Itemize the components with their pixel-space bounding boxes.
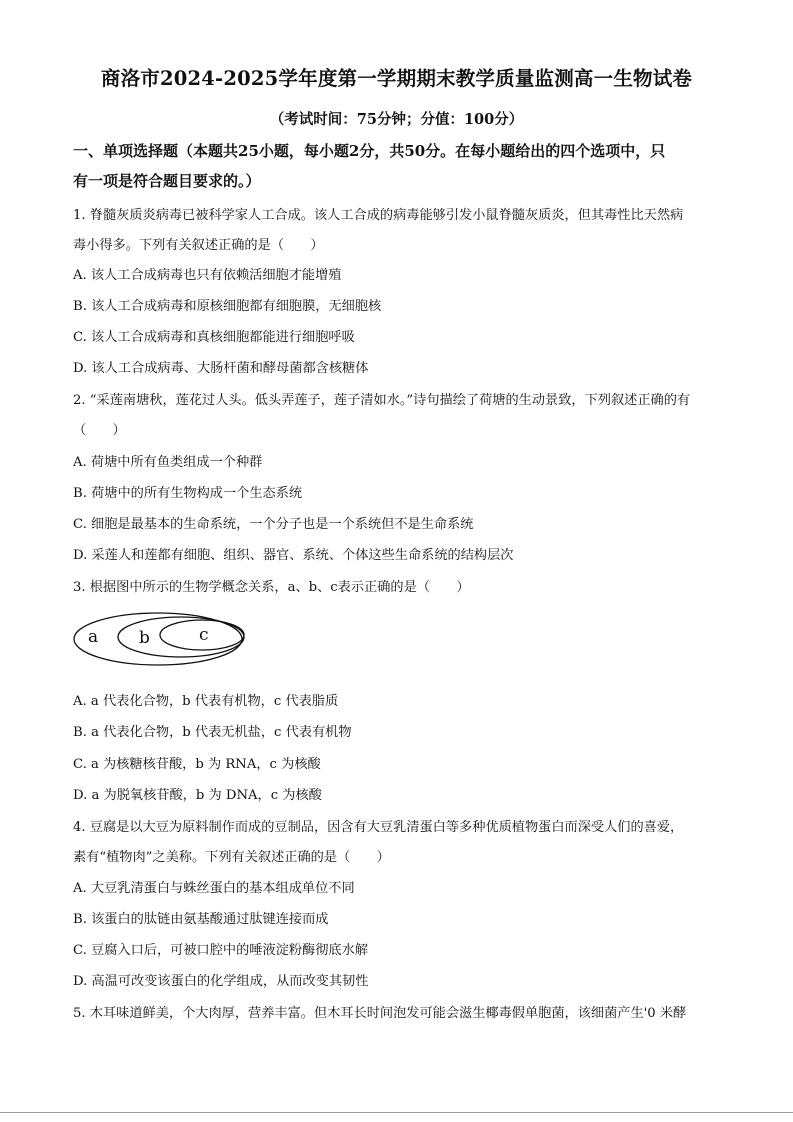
label-c: c xyxy=(199,625,209,645)
question-2-stem-line-2: （ ） xyxy=(73,423,126,438)
question-2-option-a: A. 荷塘中所有鱼类组成一个种群 xyxy=(73,455,263,470)
label-a: a xyxy=(88,627,99,647)
question-1-stem-line-2: 毒小得多。下列有关叙述正确的是（ ） xyxy=(73,238,324,253)
question-2-option-d: D. 采莲人和莲都有细胞、组织、器官、系统、个体这些生命系统的结构层次 xyxy=(73,548,514,563)
section-heading-line-2: 有一项是符合题目要求的。） xyxy=(73,172,261,190)
question-3-option-a: A. a 代表化合物，b 代表有机物，c 代表脂质 xyxy=(73,694,339,709)
question-2-option-b: B. 荷塘中的所有生物构成一个生态系统 xyxy=(73,486,303,501)
question-2-option-c: C. 细胞是最基本的生命系统，一个分子也是一个系统但不是生命系统 xyxy=(73,517,474,532)
question-5-stem-line-1: 5. 木耳味道鲜美，个大肉厚，营养丰富。但木耳长时间泡发可能会滋生椰毒假单胞菌，该细菌产生'0 米酵 xyxy=(73,1006,687,1021)
question-1-option-b: B. 该人工合成病毒和原核细胞都有细胞膜，无细胞核 xyxy=(73,299,382,314)
question-2-stem-line-1: 2. “采莲南塘秋，莲花过人头。低头弄莲子，莲子清如水。”诗句描绘了荷塘的生动景致，下列叙述正确的有 xyxy=(73,393,691,408)
question-4-option-d: D. 高温可改变该蛋白的化学组成，从而改变其韧性 xyxy=(73,974,369,989)
exam-title: 商洛市2024-2025学年度第一学期期末教学质量监测高一生物试卷 xyxy=(100,67,693,90)
question-1-stem-line-1: 1. 脊髓灰质炎病毒已被科学家人工合成。该人工合成的病毒能够引发小鼠脊髓灰质炎，但其毒性比天然病 xyxy=(73,208,684,223)
label-b: b xyxy=(139,628,150,648)
question-3-option-c: C. a 为核糖核苷酸，b 为 RNA，c 为核酸 xyxy=(73,757,321,772)
question-1-option-c: C. 该人工合成病毒和真核细胞都能进行细胞呼吸 xyxy=(73,330,355,345)
question-3-stem: 3. 根据图中所示的生物学概念关系，a、b、c表示正确的是（ ） xyxy=(73,580,470,595)
section-heading-line-1: 一、单项选择题（本题共25小题，每小题2分，共50分。在每小题给出的四个选项中，只 xyxy=(73,142,666,160)
exam-subtitle: （考试时间：75分钟；分值：100分） xyxy=(269,111,524,128)
question-4-stem-line-1: 4. 豆腐是以大豆为原料制作而成的豆制品，因含有大豆乳清蛋白等多种优质植物蛋白而深受人们的喜爱， xyxy=(73,820,684,835)
question-3-option-d: D. a 为脱氧核苷酸，b 为 DNA，c 为核酸 xyxy=(73,788,322,803)
question-4-option-a: A. 大豆乳清蛋白与蛛丝蛋白的基本组成单位不同 xyxy=(73,881,355,896)
question-1-option-d: D. 该人工合成病毒、大肠杆菌和酵母菌都含核糖体 xyxy=(73,361,369,376)
nested-ellipses-diagram xyxy=(72,612,252,668)
question-3-option-b: B. a 代表化合物，b 代表无机盐，c 代表有机物 xyxy=(73,725,352,740)
question-4-stem-line-2: 素有“植物肉”之美称。下列有关叙述正确的是（ ） xyxy=(73,850,390,865)
question-1-option-a: A. 该人工合成病毒也只有依赖活细胞才能增殖 xyxy=(73,268,342,283)
question-4-option-c: C. 豆腐入口后，可被口腔中的唾液淀粉酶彻底水解 xyxy=(73,943,368,958)
question-4-option-b: B. 该蛋白的肽链由氨基酸通过肽键连接而成 xyxy=(73,912,329,927)
page-bottom-rule xyxy=(0,1112,793,1113)
